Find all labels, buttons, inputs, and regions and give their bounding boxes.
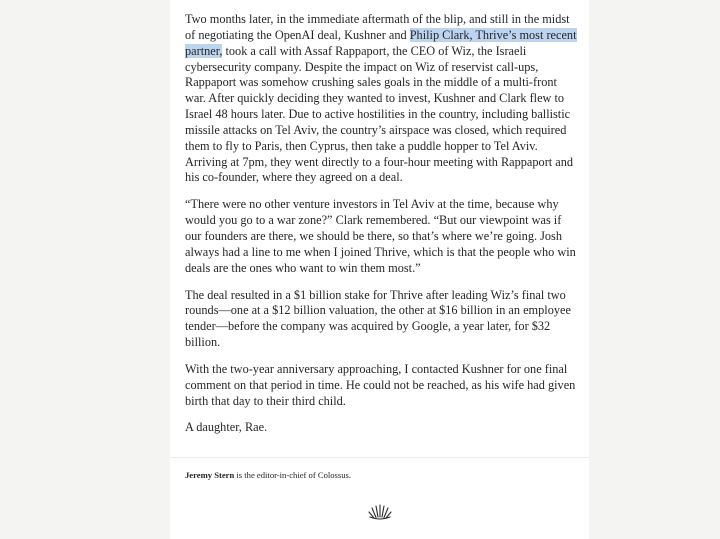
paragraph-1-rest: took a call with Assaf Rappaport, the CEO of Wiz, the Israeli cybersecurity company. Despite the impact on Wiz of reservist call-ups, Rappaport was somehow crushing sales goals in the middle of a multi-front war. After quickly deciding they wanted to invest, Kushner and Clark flew to Israel 48 hours later. Due to active hostilities in the country, including ballistic missile attacks on Tel Aviv, the country’s airspace was closed, which required them to fly to Paris, then Cyprus, then take a puddle hopper to Tel Aviv. Arriving at 7pm, they went directly to a four-hour meeting with Rappaport and his co-founder, where they agreed on a deal.	[185, 43, 574, 185]
author-bio-text: is the editor-in-chief of Colossus.	[234, 470, 352, 480]
section-divider	[170, 457, 589, 458]
paragraph-2: “There were no other venture investors in Tel Aviv at the time, because why would you go to a war zone?” Clark remembered. “But our viewpoint was if our founders are there, we should be there, so that’s where we’re going. Josh always had a line to me when I joined Thrive, which is that the people who win deals are the ones who want to win them most.”	[185, 197, 576, 275]
paragraph-5: A daughter, Rae.	[185, 420, 268, 435]
article-body	[185, 12, 580, 447]
paragraph-1-start: Two months later, in the immediate aftermath of the blip, and still in the midst of negotiating the OpenAI deal, Kushner and	[185, 12, 570, 42]
highlighted-text[interactable]: Philip Clark, Thrive’s most recent partner,	[185, 27, 577, 58]
author-name: Jeremy Stern	[185, 470, 235, 480]
paragraph-3: The deal resulted in a $1 billion stake for Thrive after leading Wiz’s final two rounds—one at a $12 billion valuation, the other at $16 billion in an employee tender—before the company was acquired by Google, a year later, for $32 billion.	[185, 287, 571, 350]
paragraph-1	[185, 12, 580, 186]
sunburst-logo-icon	[367, 503, 393, 521]
paragraph-4: With the two-year anniversary approaching, I contacted Kushner for one final comment on that period in time. He could not be reached, as his wife had given birth that day to their third child.	[185, 361, 576, 408]
author-bio	[185, 469, 580, 481]
